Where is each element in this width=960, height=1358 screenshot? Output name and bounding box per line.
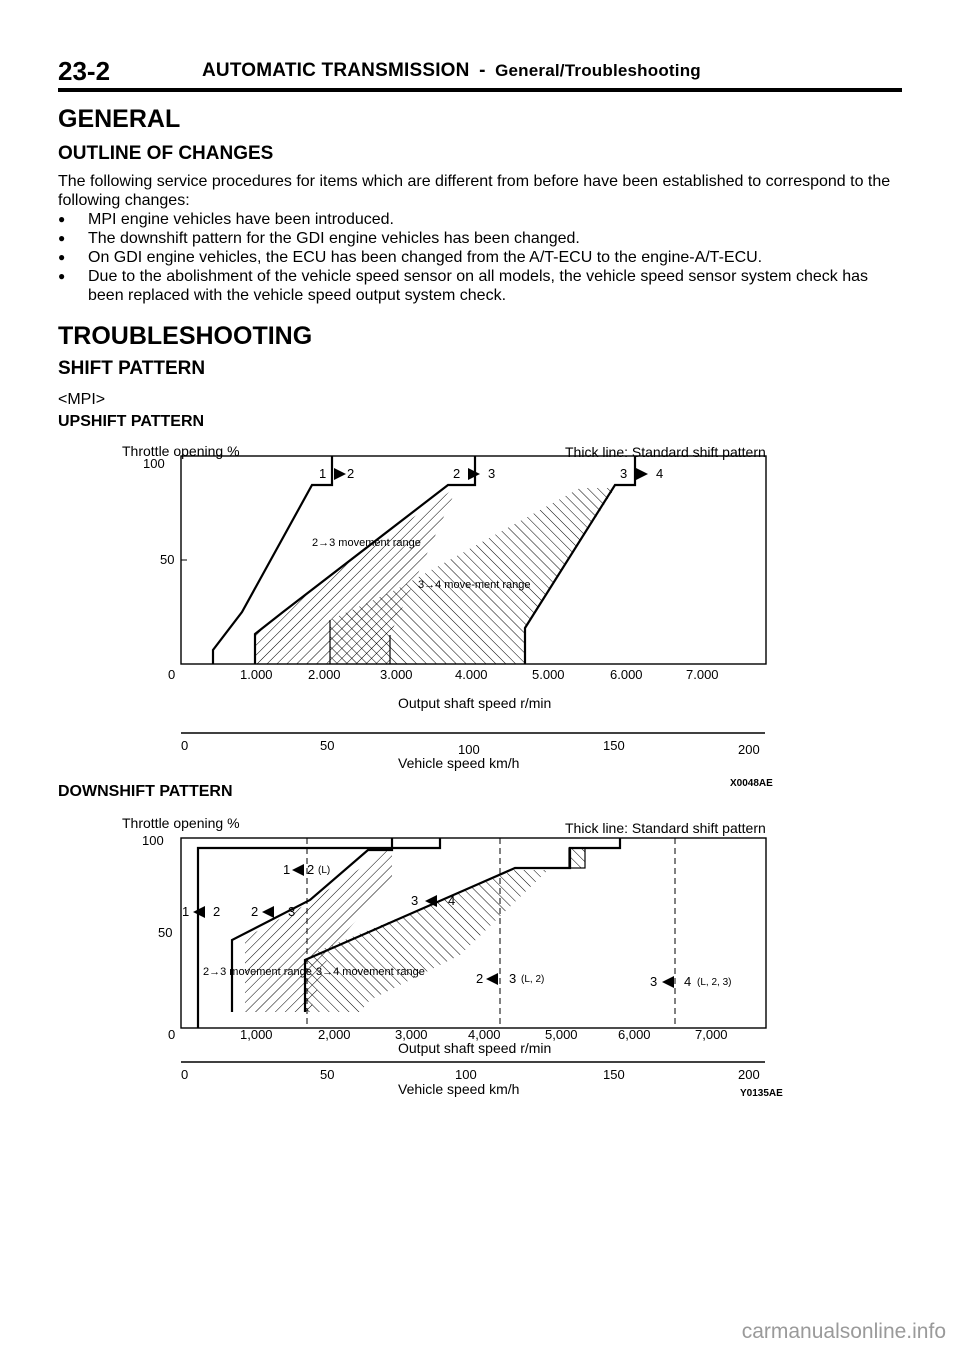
upshift-chart — [122, 443, 773, 789]
upshift-heading: UPSHIFT PATTERN — [58, 413, 205, 430]
shift-note: (L, 2, 3) — [697, 977, 732, 988]
page-number: 23-2 — [58, 56, 111, 86]
shift-to: 3 — [509, 971, 517, 986]
upshift-speed-tick: 0 — [181, 738, 189, 753]
header-title: AUTOMATIC TRANSMISSION — [202, 60, 470, 81]
downshift-heading: DOWNSHIFT PATTERN — [58, 783, 233, 800]
shift-from: 2 — [251, 904, 259, 919]
upshift-speed-tick: 100 — [458, 742, 480, 757]
downshift-fig-code: Y0135AE — [740, 1088, 783, 1099]
upshift-range-label: 2→3 movement range — [312, 537, 421, 549]
general-heading: GENERAL — [58, 105, 181, 133]
shift-to: 3 — [488, 466, 496, 481]
downshift-ytick: 0 — [168, 1027, 176, 1042]
list-item: ● The downshift pattern for the GDI engine vehicles has been changed. — [58, 229, 903, 248]
shift-to: 4 — [448, 893, 456, 908]
engine-tag: <MPI> — [58, 391, 106, 408]
upshift-label-3-4 — [620, 466, 663, 481]
downshift-note: Thick line: Standard shift pattern — [565, 820, 766, 836]
downshift-xtick: 1,000 — [240, 1027, 273, 1042]
shift-note: (L) — [318, 865, 331, 876]
upshift-fig-code: X0048AE — [730, 778, 773, 789]
downshift-speed-tick: 200 — [738, 1067, 760, 1082]
header-subtitle: General/Troubleshooting — [495, 61, 701, 80]
downshift-speed-tick: 150 — [603, 1067, 625, 1082]
upshift-xtick: 2.000 — [308, 667, 341, 682]
shift-from: 1 — [283, 862, 291, 877]
upshift-xtick: 6.000 — [610, 667, 643, 682]
header-separator: - — [479, 60, 486, 81]
downshift-label-1-2L — [283, 862, 330, 877]
arrow-left-icon — [262, 906, 274, 918]
downshift-label-2-3-L2 — [476, 971, 544, 986]
outline-heading: OUTLINE OF CHANGES — [58, 143, 274, 164]
upshift-speed-tick: 200 — [738, 742, 760, 757]
shift-pattern-heading: SHIFT PATTERN — [58, 358, 206, 379]
arrow-right-icon — [334, 468, 346, 480]
shift-to: 4 — [656, 466, 664, 481]
upshift-ylabel: Throttle opening % — [122, 443, 240, 459]
downshift-x2label: Vehicle speed km/h — [398, 1081, 520, 1097]
shift-to: 3 — [288, 904, 296, 919]
upshift-xtick: 4.000 — [455, 667, 488, 682]
downshift-label-2-3 — [251, 904, 295, 919]
upshift-range-label: 3→4 move-ment range — [418, 579, 531, 591]
downshift-ytick: 100 — [142, 833, 164, 848]
shift-to: 2 — [307, 862, 315, 877]
shift-from: 3 — [411, 893, 419, 908]
downshift-range-label: 3→4 movement range — [316, 966, 425, 978]
shift-from: 2 — [453, 466, 461, 481]
shift-from: 3 — [650, 974, 658, 989]
upshift-ytick: 50 — [160, 552, 175, 567]
watermark: carmanualsonline.info — [741, 1320, 946, 1343]
arrow-left-icon — [486, 973, 498, 985]
upshift-xticks — [240, 667, 719, 682]
downshift-xtick: 3,000 — [395, 1027, 428, 1042]
downshift-xtick: 7,000 — [695, 1027, 728, 1042]
upshift-xtick: 7.000 — [686, 667, 719, 682]
upshift-speed-tick: 50 — [320, 738, 335, 753]
downshift-speed-tick: 0 — [181, 1067, 189, 1082]
downshift-xtick: 4,000 — [468, 1027, 501, 1042]
upshift-xtick: 1.000 — [240, 667, 273, 682]
shift-from: 2 — [476, 971, 484, 986]
downshift-xtick: 5,000 — [545, 1027, 578, 1042]
shift-to: 2 — [213, 904, 221, 919]
downshift-label-3-4-L23 — [650, 974, 731, 989]
shift-from: 1 — [182, 904, 190, 919]
downshift-ylabel: Throttle opening % — [122, 815, 240, 831]
shift-to: 2 — [347, 466, 355, 481]
downshift-xlabel: Output shaft speed r/min — [398, 1040, 552, 1056]
upshift-x2label: Vehicle speed km/h — [398, 755, 520, 771]
shift-from: 3 — [620, 466, 628, 481]
upshift-speed-tick: 150 — [603, 738, 625, 753]
downshift-step-box — [569, 848, 585, 868]
upshift-xlabel: Output shaft speed r/min — [398, 695, 552, 711]
shift-from: 1 — [319, 466, 327, 481]
arrow-left-icon — [662, 976, 674, 988]
downshift-speed-ticks — [181, 1067, 760, 1082]
downshift-xtick: 6,000 — [618, 1027, 651, 1042]
upshift-note: Thick line: Standard shift pattern — [565, 444, 766, 460]
arrow-right-icon — [636, 468, 648, 480]
downshift-range-label: 2→3 movement range — [203, 966, 312, 978]
upshift-ytick: 0 — [168, 667, 176, 682]
upshift-xtick: 5.000 — [532, 667, 565, 682]
troubleshooting-heading: TROUBLESHOOTING — [58, 322, 313, 350]
intro-paragraph: The following service procedures for items which are different from before have been established to correspond to the following changes: — [58, 173, 891, 209]
shift-note: (L, 2) — [521, 974, 545, 985]
arrow-left-icon — [292, 864, 304, 876]
shift-to: 4 — [684, 974, 692, 989]
list-item: ● On GDI engine vehicles, the ECU has been changed from the A/T-ECU to the engine-A/T-ECU. — [58, 248, 903, 267]
downshift-xtick: 2,000 — [318, 1027, 351, 1042]
downshift-speed-tick: 50 — [320, 1067, 335, 1082]
list-item: ● MPI engine vehicles have been introduced. — [58, 210, 903, 229]
upshift-ytick: 100 — [143, 456, 165, 471]
downshift-speed-tick: 100 — [455, 1067, 477, 1082]
upshift-xtick: 3.000 — [380, 667, 413, 682]
list-item: ● Due to the abolishment of the vehicle speed sensor on all models, the vehicle speed sensor system check has been replaced with the vehicle speed output system check. — [58, 267, 903, 305]
downshift-label-1-2 — [182, 904, 220, 919]
downshift-ytick: 50 — [158, 925, 173, 940]
upshift-label-1-2 — [319, 466, 354, 481]
downshift-chart — [122, 815, 783, 1099]
